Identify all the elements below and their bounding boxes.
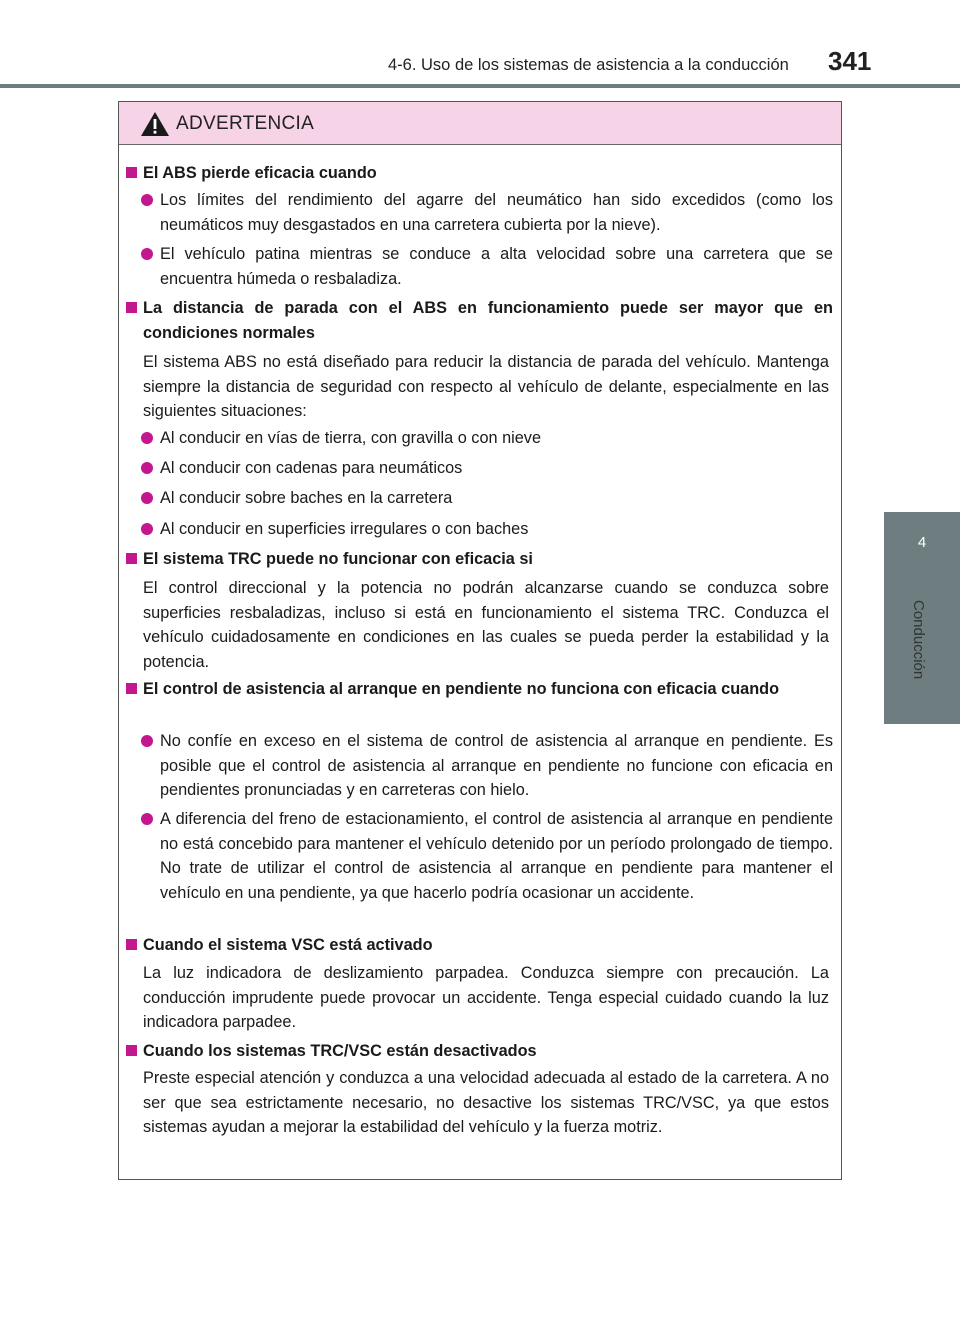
bullet-item: Al conducir con cadenas para neumáticos bbox=[160, 456, 833, 481]
square-bullet-icon bbox=[126, 683, 137, 694]
bullet-item: El vehículo patina mientras se conduce a alta velocidad sobre una carretera que se encuentra húmeda o resbaladiza. bbox=[160, 242, 833, 291]
chapter-number: 4 bbox=[917, 534, 927, 551]
section-heading: Cuando el sistema VSC está activado bbox=[143, 933, 833, 958]
round-bullet-icon bbox=[141, 813, 153, 825]
bullet-item: Los límites del rendimiento del agarre del neumático han sido excedidos (como los neumáticos muy desgastados en una carretera cubierta por la nieve). bbox=[160, 188, 833, 237]
section-heading: El sistema TRC puede no funcionar con eficacia si bbox=[143, 547, 833, 572]
square-bullet-icon bbox=[126, 939, 137, 950]
paragraph: Preste especial atención y conduzca a una velocidad adecuada al estado de la carretera. A no ser que sea estrictamente necesario, no desactive los sistemas TRC/VSC, ya que estos sistemas ayudan a mejorar la estabilidad del vehículo y la fuerza motriz. bbox=[143, 1069, 829, 1137]
round-bullet-icon bbox=[141, 462, 153, 474]
paragraph: El control direccional y la potencia no podrán alcanzarse cuando se conduzca sobre superficies resbaladizas, incluso si está en funcionamiento el sistema TRC. Conduzca el vehículo cuidadosamente en condiciones en las cuales se pueda perder la estabilidad y la potencia. bbox=[143, 579, 829, 671]
warning-title: ADVERTENCIA bbox=[176, 113, 315, 134]
section-heading: El control de asistencia al arranque en pendiente no funciona con eficacia cuando bbox=[143, 677, 833, 702]
paragraph: La luz indicadora de deslizamiento parpadea. Conduzca siempre con precaución. La conducción imprudente puede provocar un accidente. Tenga especial cuidado cuando la luz indicadora parpadee. bbox=[143, 964, 829, 1032]
paragraph: El sistema ABS no está diseñado para reducir la distancia de parada del vehículo. Mantenga siempre la distancia de seguridad con respecto al vehículo de delante, especialmente en las siguientes situaciones: bbox=[143, 353, 829, 421]
header-rule bbox=[0, 84, 960, 88]
bullet-item: Al conducir en vías de tierra, con gravilla o con nieve bbox=[160, 426, 833, 451]
chapter-label: Conducción bbox=[910, 600, 927, 680]
round-bullet-icon bbox=[141, 523, 153, 535]
section-title: 4-6. Uso de los sistemas de asistencia a la conducción bbox=[388, 56, 789, 74]
round-bullet-icon bbox=[141, 248, 153, 260]
bullet-item: A diferencia del freno de estacionamiento, el control de asistencia al arranque en pendiente no está concebido para mantener el vehículo detenido por un período prolongado de tiempo. No trate de utilizar el control de asistencia al arranque en pendiente para mantener el vehículo en una pendiente, ya que hacerlo podría ocasionar un accidente. bbox=[160, 807, 833, 905]
warning-header bbox=[119, 102, 841, 145]
section-heading: El ABS pierde eficacia cuando bbox=[143, 161, 833, 186]
warning-triangle-icon bbox=[140, 111, 170, 137]
bullet-item: Al conducir en superficies irregulares o con baches bbox=[160, 517, 833, 542]
round-bullet-icon bbox=[141, 194, 153, 206]
square-bullet-icon bbox=[126, 167, 137, 178]
page-number: 341 bbox=[828, 46, 872, 76]
bullet-item: Al conducir sobre baches en la carretera bbox=[160, 486, 833, 511]
round-bullet-icon bbox=[141, 735, 153, 747]
round-bullet-icon bbox=[141, 432, 153, 444]
square-bullet-icon bbox=[126, 302, 137, 313]
square-bullet-icon bbox=[126, 1045, 137, 1056]
round-bullet-icon bbox=[141, 492, 153, 504]
square-bullet-icon bbox=[126, 553, 137, 564]
warning-box bbox=[118, 101, 842, 1180]
section-heading: La distancia de parada con el ABS en funcionamiento puede ser mayor que en condiciones normales bbox=[143, 296, 833, 345]
bullet-item: No confíe en exceso en el sistema de control de asistencia al arranque en pendiente. Es posible que el control de asistencia al arranque en pendiente no funcione con eficacia en pendientes pronunciadas y en carreteras con hielo. bbox=[160, 729, 833, 803]
section-heading: Cuando los sistemas TRC/VSC están desactivados bbox=[143, 1039, 833, 1064]
